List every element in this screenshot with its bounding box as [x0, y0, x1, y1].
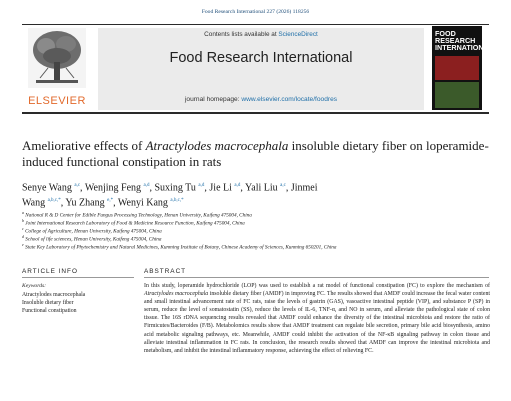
homepage-link[interactable]: www.elsevier.com/locate/foodres	[241, 96, 338, 103]
cover-photo-top	[435, 56, 479, 80]
author-affil-mark[interactable]: a,c	[74, 183, 81, 188]
article-info-rule	[22, 277, 134, 278]
author-name[interactable]: Yu Zhang	[65, 197, 105, 209]
elsevier-tree-icon	[28, 28, 86, 88]
author-name[interactable]: Wenjing Feng	[84, 182, 142, 194]
affiliation-text: Joint International Research Laboratory of Food & Medicine Resource Function, Kaifeng 475004, China	[25, 220, 245, 227]
journal-header	[22, 24, 494, 114]
abstract-heading: ABSTRACT	[144, 268, 187, 275]
affiliation-mark: e	[22, 242, 24, 247]
keywords-label: Keywords:	[22, 283, 47, 289]
article-title	[22, 138, 492, 170]
abstract-rule	[144, 277, 489, 278]
author-affil-mark[interactable]: a,b,c,*	[170, 198, 184, 204]
affiliation-mark: c	[22, 226, 24, 231]
contents-prefix: Contents lists available at	[204, 31, 279, 38]
affiliation-text: School of life sciences, Henan University, Kaifeng 475004, China	[25, 236, 162, 243]
journal-reference[interactable]: Food Research International 227 (2026) 118256	[201, 9, 310, 15]
author-name[interactable]: Senye Wang	[22, 182, 72, 194]
header-top-rule	[22, 24, 489, 25]
author-affil-mark[interactable]: e,*	[107, 198, 114, 204]
keyword-item: Insoluble dietary fiber	[22, 300, 74, 306]
cover-title: FOOD RESEARCH INTERNATIONAL	[435, 29, 494, 52]
affiliation-text: College of Agriculture, Henan University, Kaifeng 475004, China	[25, 228, 162, 235]
author-affil-mark[interactable]: a,d	[198, 183, 205, 188]
journal-cover-image[interactable]	[432, 26, 494, 110]
affiliation-mark: a	[22, 210, 24, 215]
abstract-text	[144, 282, 490, 355]
author-name[interactable]: Jie Li	[209, 182, 232, 194]
sciencedirect-link[interactable]: ScienceDirect	[278, 31, 318, 38]
homepage-line	[98, 96, 424, 103]
abstract-part2: insoluble dietary fiber (AMDF) in improving FC. The results showed that AMDF could increase the fecal water content and small intestinal advancement rate of FC rats, raise the levels of gastrin (GAS), vasoactive intestinal peptide (VIP), and substance P (SP) in serum, reduce the level of somatostatin (SS), reduce the levels of IL-6, TNF-α, and NO in serum, and alleviate the pathological state of colon tissue. The 16S rDNA sequencing results revealed that AMDF could enhance the diversity of the intestinal microbiota and restore the ratio of Firmicutes/Bacteroides (F/B). Metabolomics results show that AMDF treatment can regulate bile secretion, primary bile acid biosynthesis, amino acid metabolic signaling pathways, etc. Meanwhile, AMDF could inhibit the activation of the NF-κB signaling pathway in colon tissue and alleviate intestinal inflammation in FC rats. In conclusion, the research results showed that AMDF can improve the intestinal microbiota and metabolism, and inhibit the intestinal inflammatory response, achieving the effect of relieving FC.	[144, 291, 490, 354]
contents-line	[98, 31, 424, 38]
journal-info-band	[98, 28, 424, 110]
keyword-item: Functional constipation	[22, 308, 77, 314]
author-name[interactable]: Jinmei Wang	[22, 182, 318, 209]
affiliation-mark: b	[22, 218, 24, 223]
author-affil-mark[interactable]: a,d	[143, 183, 150, 188]
article-info-heading: ARTICLE INFO	[22, 268, 78, 275]
author-affil-mark[interactable]: a,d	[234, 183, 241, 188]
title-part2: insoluble dietary fiber on loperamide-induced functional constipation in rats	[22, 138, 489, 169]
publisher-wordmark: ELSEVIER	[28, 95, 86, 107]
author-list: Senye Wang $^{a,c}$, Wenjing Feng $^{a,d}$, Suxing Tu $^{a,d}$, Jie Li $^{a,d}$, Yali Liu $^{a,c}$, Jinmei Wang $^{a,b,c,*}$, Yu Zhang $^{e,*}$, Wenyi Kang $^{a,b,c,*}$	[22, 182, 318, 209]
author-name[interactable]: Suxing Tu	[154, 182, 196, 194]
abstract-part1: In this study, loperamide hydrochloride (LOP) was used to establish a rat model of functional constipation (FC) to explore the mechanism of	[144, 283, 490, 289]
author-affil-mark[interactable]: a,c	[280, 183, 286, 188]
header-bottom-rule	[22, 112, 489, 114]
affiliation-text: National R & D Center for Edible Fungus Processing Technology, Henan University, Kaifeng 475004, China	[25, 212, 252, 219]
abstract-species: Atractylodes macrocephala	[144, 291, 209, 298]
keyword-item: Atractylodes macrocephala	[22, 292, 86, 298]
affiliation-mark: d	[22, 234, 24, 239]
title-part1: Ameliorative effects of	[22, 138, 146, 153]
affiliation-text: State Key Laboratory of Phytochemistry and Natural Medicines, Kunming Institute of Botany, Chinese Academy of Sciences, Kunming 650201, China	[25, 244, 337, 251]
publisher-logo[interactable]	[22, 28, 92, 110]
author-affil-mark[interactable]: a,b,c,*	[47, 198, 61, 204]
journal-title[interactable]: Food Research International	[169, 50, 353, 66]
affiliation-item	[22, 241, 482, 252]
title-species: Atractylodes macrocephala	[145, 138, 289, 153]
homepage-prefix: journal homepage:	[184, 96, 242, 103]
author-name[interactable]: Yali Liu	[245, 182, 278, 194]
author-name[interactable]: Wenyi Kang	[117, 197, 168, 209]
cover-photo-bottom	[435, 82, 479, 108]
